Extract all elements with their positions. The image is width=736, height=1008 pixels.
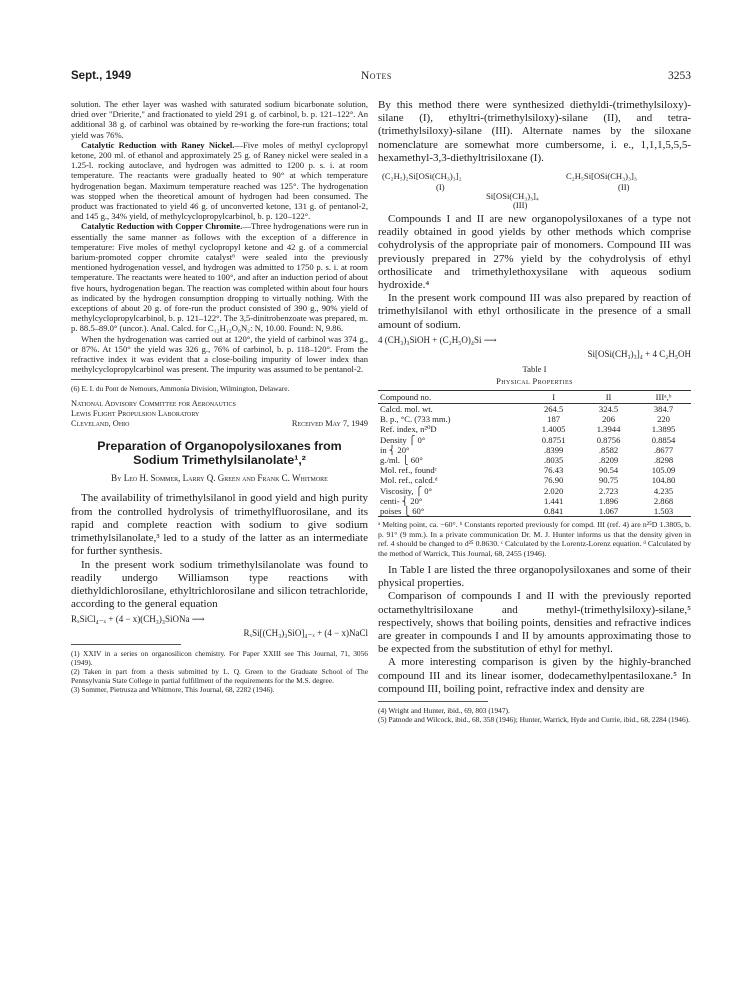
table-cell: .8209 [598, 455, 619, 466]
formula-I-label: (I) [436, 182, 445, 193]
article-title: Preparation of Organopolysiloxanes from Sodium Trimethylsilanolate¹,² [97, 439, 342, 468]
running-header [71, 70, 691, 86]
table-cell: 1.441 [543, 495, 564, 506]
body-paragraph: By this method there were synthesized diethyldi-(trimethylsiloxy)-silane (I), ethyltri-(trimethylsiloxy)-silane (II), and tetra-(trimethylsiloxy)-silane (III). Alternate names by the siloxane nomenclature are somewhat more cumbersome, i. e., 1,1,1,5,5,5-hexamethyl-3,3-diethyltrisiloxane (I). [378, 99, 691, 164]
table-row [378, 435, 691, 445]
affiliation-city: Cleveland, Ohio [71, 419, 130, 429]
table-cell: .8582 [598, 444, 619, 455]
body-paragraph: The availability of trimethylsilanol in good yield and high purity from the controlled hydrolysis of trimethylfluorosilane, and its rapid and complete reaction with sodium to give sodium trimethylsilanolate,³ led to a study of the latter as an intermediate for further synthesis. [71, 492, 368, 558]
table-row [378, 486, 691, 496]
affiliation-received [71, 419, 368, 429]
table-cell: .8399 [543, 444, 564, 455]
footnote-3: (3) Sommer, Pietrusza and Whitmore, This Journal, 68, 2282 (1946). [71, 685, 275, 695]
table-cell: 2.020 [543, 485, 564, 496]
table-cell: 0.8756 [596, 434, 621, 445]
table-cell: 90.75 [598, 475, 619, 486]
table-row [378, 465, 691, 475]
body-paragraph: In Table I are listed the three organopolysiloxanes and some of their physical properties. [378, 563, 691, 590]
column-header: IIIᵃ,ᵇ [636, 390, 691, 403]
row-label: Density ⎧ 0° [380, 434, 426, 445]
run-in-heading: Catalytic Reduction with Raney Nickel. [81, 139, 235, 150]
paragraph-high-temperature: When the hydrogenation was carried out at 120°, the yield of carbinol was 374 g., or 87%. At 150° the yield was 326 g., 76% of carbinol, b. p. 118–120°. From the refractive index it was evident that a close-boiling impurity of lower index than methylcyclopropylcarbinol was present. The impurity was assumed to be pentanol-2. [71, 333, 368, 375]
table-cell: 76.90 [543, 475, 564, 486]
table-cell: 2.723 [598, 485, 619, 496]
article-authors: By Leo H. Sommer, Larry Q. Green and Frank C. Whitmore [111, 473, 328, 484]
paragraph-text: —Five moles of methyl cyclopropyl ketone, 200 ml. of ethanol and approximately 25 g. of Raney nickel were sealed in a 1.25-l. rocking autoclave, and hydrogen was admitted to 1200 p. s. i. at room temperature. The reactants were gradually heated to 90° at which temperature hydrogenation began. Maximum temperature reached was 125°. The hydrogenation was stopped when the theoretical amount of hydrogen had been consumed. The product was fractionated to yield 46 g. of unconverted ketone, 131 g. of pentanol-2, and 145 g., 34% yield, of methylcyclopropylcarbinol, b. p. 120–122°. [71, 139, 368, 222]
table-row [378, 496, 691, 506]
table-cell: .8035 [543, 455, 564, 466]
row-label: Mol. ref., calcd.ᵈ [380, 475, 438, 486]
table-row [378, 506, 691, 517]
table-cell: 384.7 [653, 404, 674, 415]
footnote-6: (6) E. I. du Pont de Nemours, Ammonia Division, Wilmington, Delaware. [71, 384, 290, 394]
table-row [378, 445, 691, 455]
row-label: g./ml. ⎩ 60° [380, 455, 423, 466]
formula-III-label: (III) [513, 200, 528, 211]
table-cell: 324.5 [598, 404, 619, 415]
row-label: in ⎨ 20° [380, 444, 410, 455]
body-paragraph: In the present work sodium trimethylsilanolate was found to readily undergo Williamson type reactions with diethyldichlorosilane, ethyltrichlorosilane and silicon tetrachloride, according to the general equation [71, 558, 368, 611]
general-equation-line-2: RₓSi[(CH₃)₃SiO]₄₋ₓ + (4 − x)NaCl [243, 628, 368, 639]
row-label: centi- ⎨ 20° [380, 495, 423, 506]
table-cell: 1.3944 [596, 424, 621, 435]
paragraph-copper-chromite [71, 221, 368, 333]
row-label: Viscosity, ⎧ 0° [380, 485, 433, 496]
body-paragraph: In the present work compound III was also prepared by reaction of trimethylsilanol with ethyl orthosilicate in the presence of a small amount of sodium. [378, 292, 691, 331]
table-cell: 187 [547, 414, 561, 425]
table-cell: 105.09 [651, 465, 676, 476]
column-header: Compound no. [378, 390, 526, 403]
table-subtitle: Physical Properties [496, 376, 573, 386]
table-cell: 4.235 [653, 485, 674, 496]
table-cell: 104.80 [651, 475, 676, 486]
table-cell: 90.54 [598, 465, 619, 476]
affiliation-line: Lewis Flight Propulsion Laboratory [71, 409, 200, 419]
paragraph-text: —Three hydrogenations were run in essentially the same manner as follows with the exception of a difference in temperature: Five moles of methyl cyclopropyl ketone and 42 g. of a commercial barium-promoted copper chromite catalyst⁶ were sealed into the previously mentioned hydrogenation vessel, and hydrogen was admitted to 1750 p. s. i. at room temperature. The reactants were heated to 100°, and after an induction period of about five hours, hydrogenation began. The reaction was completed within about four hours as indicated by the hydrogen consumption dropping to virtually nothing. With the exceptions of about 20 g. of fore-run the product consisted of 390 g., 90% yield of methylcyclopropylcarbinol, b. p. 121–122°. The 3,5-dinitrobenzoate was prepared, m. p. 88.5–89.0° (uncor.). Anal. Calcd. for C₁₂H₁₂O₆N₂: N, 10.00. Found: N, 9.86. [71, 221, 368, 334]
table-row [378, 455, 691, 465]
header-date: Sept., 1949 [71, 70, 132, 82]
row-label: B. p., °C. (733 mm.) [380, 414, 451, 425]
row-label: Ref. index, n²⁰D [380, 424, 437, 435]
formula-I: (C₂H₅)₂Si[OSi(CH₃)₃]₂ [382, 171, 462, 182]
silanol-equation-line-2: Si[OSi(CH₃)₃]₄ + 4 C₂H₅OH [587, 348, 691, 359]
table-cell: 1.896 [598, 495, 619, 506]
left-column [71, 99, 368, 694]
table-cell: 76.43 [543, 465, 564, 476]
header-section: Notes [361, 70, 392, 82]
row-label: Calcd. mol. wt. [380, 404, 433, 415]
footnote-5: (5) Patnode and Wilcock, ibid., 68, 358 (1946); Hunter, Warrick, Hyde and Currie, ibid., 68, 2284 (1946). [378, 714, 690, 724]
table-row [378, 414, 691, 424]
formula-III: Si[OSi(CH₃)₃]₄ [486, 191, 539, 202]
footnote-rule [71, 379, 181, 380]
general-equation-line-1: RₓSiCl₄₋ₓ + (4 − x)(CH₃)₃SiONa ⟶ [71, 614, 205, 625]
formula-II-label: (II) [618, 182, 630, 193]
body-paragraph: Compounds I and II are new organopolysiloxanes of a type not readily obtained in good yields by other methods which comprise cohydrolysis of the appropriate pair of monomers. Compound III was previously prepared in 27% yield by the cohydrolysis of ethyl orthosilicate and trimethylethoxysilane with aqueous sodium hydroxide.⁴ [378, 213, 691, 292]
table-cell: 2.868 [653, 495, 674, 506]
paragraph-raney-nickel [71, 140, 368, 222]
body-paragraph: Comparison of compounds I and II with the previously reported octamethyltrisiloxane and methyl-(trimethylsiloxy)-silane,⁵ respectively, shows that boiling points, densities and refractive indices are greater in compounds I and II by amounts approximating those to be expected from the substitution of ethyl for methyl. [378, 590, 691, 656]
table-cell: 1.3895 [651, 424, 676, 435]
footnote-1: (1) XXIV in a series on organosilicon chemistry. For Paper XXIII see This Journal, 71, 3056 (1949). [71, 649, 368, 668]
right-column [378, 99, 691, 724]
table-cell: 206 [602, 414, 615, 425]
table-cell: 0.841 [543, 506, 564, 517]
physical-properties-table [378, 390, 691, 517]
table-cell: 264.5 [543, 404, 564, 415]
table-row [378, 475, 691, 485]
affiliation-line: National Advisory Committee for Aeronautics [71, 399, 236, 409]
footnote-rule [378, 701, 488, 702]
column-header: I [526, 390, 581, 403]
page-number: 3253 [668, 70, 691, 82]
structure-formulas [378, 169, 691, 209]
footnote-4: (4) Wright and Hunter, ibid., 69, 803 (1947). [378, 705, 510, 715]
body-paragraph: A more interesting comparison is given by the highly-branched compound III and its linear isomer, dodecamethylpentasiloxane.⁵ In compound III, boiling point, refractive index and density are [378, 656, 691, 695]
table-cell: .8677 [653, 444, 674, 455]
table-row [378, 404, 691, 415]
paragraph-carbinol-workup: solution. The ether layer was washed with saturated sodium bicarbonate solution, dried over "Drierite," and fractionated to yield 291 g. of carbinol, b. p. 121–122°. An additional 38 g. of carbinol was obtained by re-working the fore-run fractions; total yield was 76%. [71, 99, 368, 140]
table-cell: 0.8854 [651, 434, 676, 445]
footnote-rule [71, 644, 181, 645]
table-footnotes: ᵃ Melting point, ca. −60°. ᵇ Constants reported previously for compd. III (ref. 4) are n²⁵D 1.3805, b. p. 91° (9 mm.). In a private communication Dr. M. J. Hunter informs us that the density given in ref. 4 should be changed to d²⁵ 0.8630. ᶜ Calculated by the Lorentz-Lorenz equation. ᵈ Calculated by the method of Warrick, This Journal, 68, 2455 (1946). [378, 520, 691, 558]
table-caption: Table I [522, 363, 547, 374]
silanol-equation-line-1: 4 (CH₃)₃SiOH + (C₂H₅O)₄Si ⟶ [378, 334, 497, 345]
row-label: Mol. ref., foundᶜ [380, 465, 437, 476]
footnote-2: (2) Taken in part from a thesis submitted by L. Q. Green to the Graduate School of The Pennsylvania State College in partial fulfillment of the requirements for the M.S. degree. [71, 667, 368, 686]
formula-II: C₂H₅Si[OSi(CH₃)₃]₃ [566, 171, 637, 182]
table-cell: 1.067 [598, 506, 619, 517]
row-label: poises ⎩ 60° [380, 506, 425, 517]
table-cell: .8298 [653, 455, 674, 466]
column-header: II [581, 390, 636, 403]
received-date: Received May 7, 1949 [291, 419, 368, 429]
table-cell: 220 [657, 414, 670, 425]
table-cell: 1.503 [653, 506, 674, 517]
table-row [378, 424, 691, 434]
run-in-heading: Catalytic Reduction with Copper Chromite. [81, 221, 243, 232]
table-header-row [378, 390, 691, 403]
table-cell: 0.8751 [541, 434, 566, 445]
table-cell: 1.4005 [541, 424, 566, 435]
